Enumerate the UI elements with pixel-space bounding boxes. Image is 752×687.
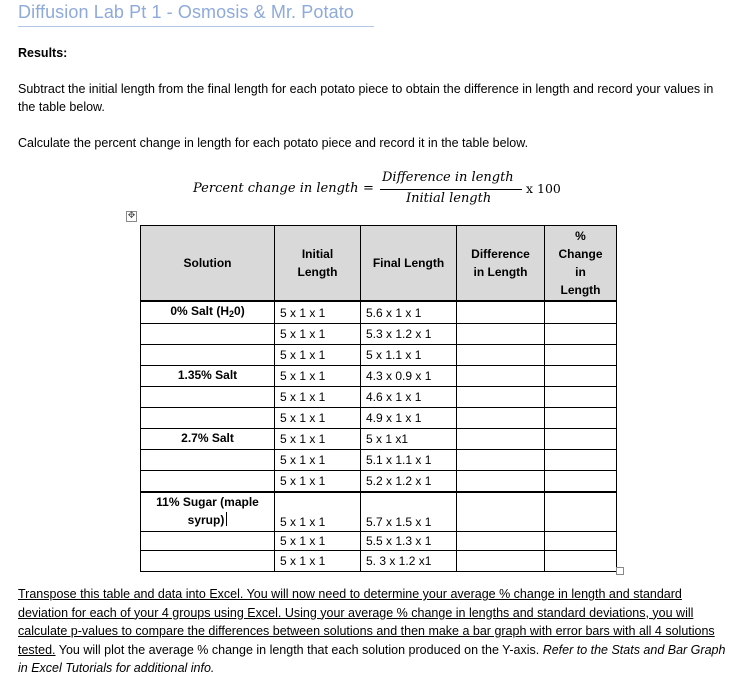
- solution-cell: [141, 551, 275, 572]
- header-final-length: [361, 226, 457, 302]
- solution-cell-11-sugar: [141, 492, 275, 532]
- formula-numerator: Difference in length: [382, 170, 514, 185]
- percent-change-cell[interactable]: [545, 429, 617, 450]
- header-solution-label: Solution: [183, 256, 232, 270]
- fraction-bar: [380, 189, 522, 190]
- initial-length-cell: 5 x 1 x 1: [275, 301, 361, 324]
- difference-cell[interactable]: [457, 450, 545, 471]
- document-title: Diffusion Lab Pt 1 - Osmosis & Mr. Potato: [18, 2, 354, 22]
- formula-equals: =: [363, 181, 374, 196]
- difference-cell[interactable]: [457, 471, 545, 493]
- header-initial-label-1: Initial: [301, 247, 334, 261]
- final-length-cell: 5.6 x 1 x 1: [361, 301, 457, 324]
- header-difference: [457, 226, 545, 302]
- initial-length-cell: 5 x 1 x 1: [275, 450, 361, 471]
- solution-cell: [141, 387, 275, 408]
- solution-label-line-2: syrup): [187, 513, 225, 527]
- header-solution: [141, 226, 275, 302]
- final-length-cell: 5. 3 x 1.2 x1: [361, 551, 457, 572]
- percent-change-cell[interactable]: [545, 366, 617, 387]
- solution-label-line-1: 11% Sugar (maple: [156, 495, 259, 509]
- table-row: [141, 450, 617, 471]
- difference-cell[interactable]: [457, 492, 545, 532]
- closing-underlined-text: Transpose this table and data into Excel. You will now need to determine your average % change in length and standard deviation for each of your 4 groups using Excel. Using your average % change in lengths and standard deviations, you will calculate p-values to compare the differences between solutions and then make a bar graph with error bars with all 4 solutions tested.: [18, 587, 715, 657]
- header-diff-label-1: Difference: [471, 247, 530, 261]
- percent-change-cell[interactable]: [545, 301, 617, 324]
- table-row: [141, 387, 617, 408]
- initial-length-cell: 5 x 1 x 1: [275, 366, 361, 387]
- initial-length-cell: 5 x 1 x 1: [275, 429, 361, 450]
- instruction-percent: Calculate the percent change in length for each potato piece and record it in the table below.: [18, 136, 529, 150]
- header-percent-change: [545, 226, 617, 302]
- solution-cell-1-35-salt: 1.35% Salt: [141, 366, 275, 387]
- final-length-cell: 4.6 x 1 x 1: [361, 387, 457, 408]
- difference-cell[interactable]: [457, 532, 545, 551]
- solution-cell: [141, 345, 275, 366]
- closing-italic-text: Refer to the Stats and Bar Graph in Excel Tutorials for additional info.: [18, 642, 726, 675]
- solution-label-end: 0): [234, 304, 245, 318]
- solution-cell-2-7-salt: 2.7% Salt: [141, 429, 275, 450]
- difference-cell[interactable]: [457, 301, 545, 324]
- header-pct-label-3: in: [575, 265, 586, 279]
- table-row: [141, 532, 617, 551]
- instruction-difference: Subtract the initial length from the final length for each potato piece to obtain the difference in length and record your values in the table below.: [18, 82, 714, 114]
- percent-change-cell[interactable]: [545, 532, 617, 551]
- percent-change-cell[interactable]: [545, 450, 617, 471]
- table-row: [141, 551, 617, 572]
- header-initial-label-2: Length: [297, 265, 338, 279]
- table-row: [141, 471, 617, 493]
- final-length-cell: 5.2 x 1.2 x 1: [361, 471, 457, 493]
- solution-cell-0-salt: [141, 301, 275, 324]
- table-row: [141, 492, 617, 532]
- initial-length-cell: 5 x 1 x 1: [275, 551, 361, 572]
- final-length-cell: 5.5 x 1.3 x 1: [361, 532, 457, 551]
- results-table: [140, 225, 617, 572]
- percent-change-cell[interactable]: [545, 408, 617, 429]
- table-row: [141, 408, 617, 429]
- closing-paragraph: [18, 585, 734, 678]
- table-row: [141, 345, 617, 366]
- final-length-cell: 5 x 1.1 x 1: [361, 345, 457, 366]
- title-underline: [18, 26, 374, 27]
- table-row: [141, 429, 617, 450]
- header-diff-label-2: in Length: [473, 265, 528, 279]
- formula-multiplier: x 100: [526, 181, 561, 196]
- initial-length-cell: 5 x 1 x 1: [275, 324, 361, 345]
- table-resize-handle[interactable]: [616, 567, 624, 575]
- initial-length-cell: 5 x 1 x 1: [275, 387, 361, 408]
- initial-length-cell: 5 x 1 x 1: [275, 345, 361, 366]
- difference-cell[interactable]: [457, 324, 545, 345]
- difference-cell[interactable]: [457, 429, 545, 450]
- difference-cell[interactable]: [457, 345, 545, 366]
- solution-cell: [141, 471, 275, 493]
- percent-change-cell[interactable]: [545, 345, 617, 366]
- table-header-row: [141, 226, 617, 302]
- percent-change-cell[interactable]: [545, 471, 617, 493]
- solution-cell: [141, 408, 275, 429]
- header-final-label: Final Length: [372, 256, 445, 270]
- difference-cell[interactable]: [457, 387, 545, 408]
- initial-length-cell: 5 x 1 x 1: [275, 408, 361, 429]
- header-pct-label-2: Change: [558, 247, 603, 261]
- final-length-cell: 5 x 1 x1: [361, 429, 457, 450]
- header-pct-label-4: Length: [560, 283, 601, 297]
- percent-change-cell[interactable]: [545, 387, 617, 408]
- final-length-cell: 5.7 x 1.5 x 1: [361, 492, 457, 532]
- formula-lhs: Percent change in length: [193, 181, 359, 196]
- difference-cell[interactable]: [457, 408, 545, 429]
- table-row: [141, 324, 617, 345]
- initial-length-cell: 5 x 1 x 1: [275, 492, 361, 532]
- initial-length-cell: 5 x 1 x 1: [275, 532, 361, 551]
- header-pct-label-1: %: [575, 229, 586, 243]
- solution-cell: [141, 532, 275, 551]
- difference-cell[interactable]: [457, 551, 545, 572]
- percent-change-cell[interactable]: [545, 551, 617, 572]
- header-initial-length: [275, 226, 361, 302]
- percent-change-cell[interactable]: [545, 324, 617, 345]
- final-length-cell: 4.3 x 0.9 x 1: [361, 366, 457, 387]
- final-length-cell: 4.9 x 1 x 1: [361, 408, 457, 429]
- formula-denominator: Initial length: [406, 191, 492, 206]
- percent-change-cell[interactable]: [545, 492, 617, 532]
- solution-cell: [141, 324, 275, 345]
- text-cursor: [226, 512, 227, 526]
- table-row: [141, 301, 617, 324]
- final-length-cell: 5.1 x 1.1 x 1: [361, 450, 457, 471]
- solution-label: 0% Salt (H: [170, 304, 229, 318]
- table-row: [141, 366, 617, 387]
- results-heading: Results:: [18, 46, 68, 60]
- table-move-handle-icon[interactable]: ✥: [127, 211, 136, 221]
- solution-subscript: 2: [229, 309, 235, 319]
- initial-length-cell: 5 x 1 x 1: [275, 471, 361, 493]
- final-length-cell: 5.3 x 1.2 x 1: [361, 324, 457, 345]
- closing-plain-text: You will plot the average % change in length that each solution produced on the Y-axis.: [55, 642, 543, 657]
- difference-cell[interactable]: [457, 366, 545, 387]
- solution-cell: [141, 450, 275, 471]
